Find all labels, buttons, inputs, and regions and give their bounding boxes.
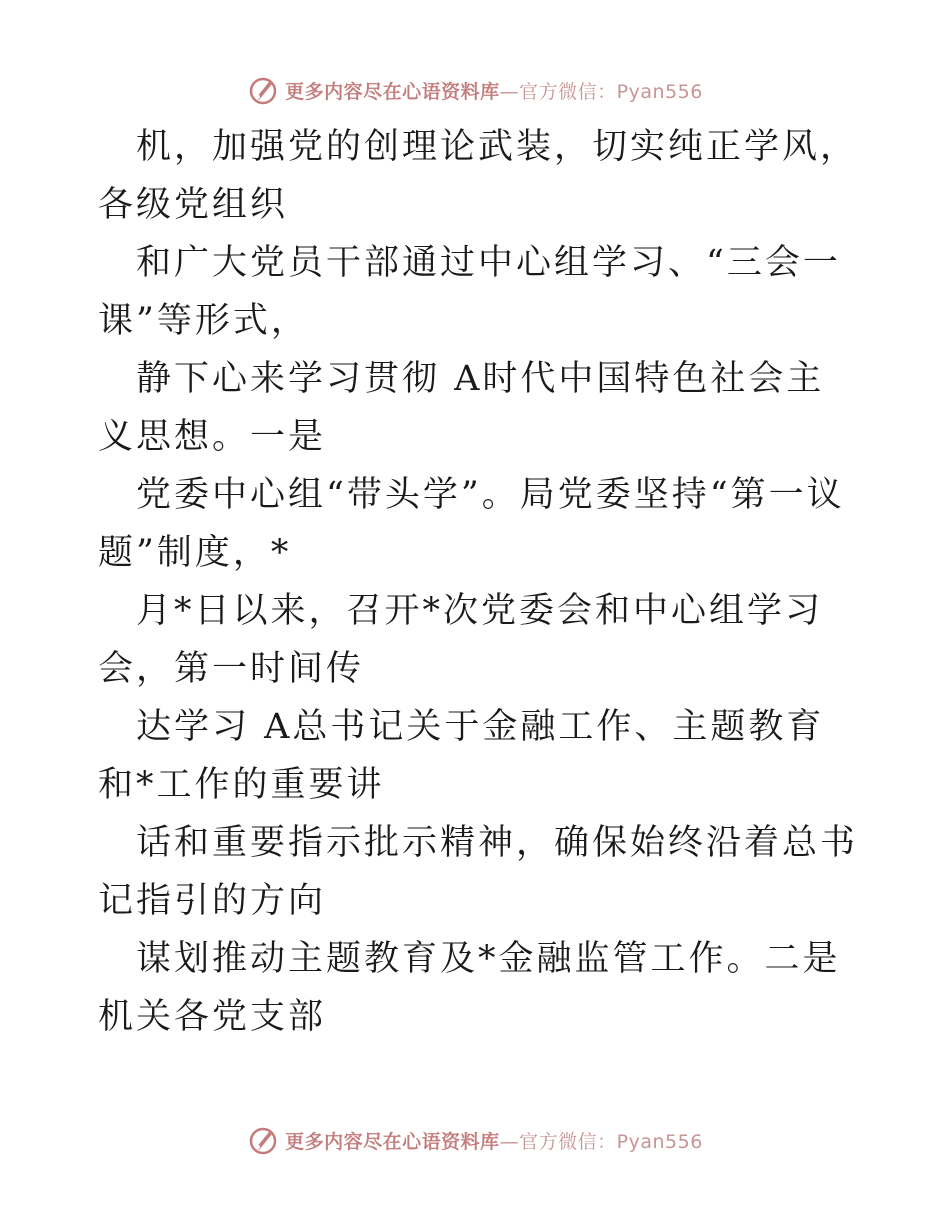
paragraph-6: 达学习 A总书记关于金融工作、主题教育和*工作的重要讲 xyxy=(98,707,825,805)
document-body xyxy=(98,118,858,1046)
paragraph-5: 月*日以来，召开*次党委会和中心组学习会，第一时间传 xyxy=(98,591,824,689)
paragraph-7: 话和重要指示批示精神，确保始终沿着总书记指引的方向 xyxy=(98,823,859,921)
watermark-text xyxy=(285,1127,703,1154)
watermark-sub: —官方微信：Pyan556 xyxy=(499,1130,703,1153)
watermark-main: 更多内容尽在心语资料库 xyxy=(285,1130,500,1153)
footer-watermark xyxy=(0,1120,950,1160)
watermark-main: 更多内容尽在心语资料库 xyxy=(285,80,500,103)
paragraph-2: 和广大党员干部通过中心组学习、“三会一课”等形式， xyxy=(98,243,841,341)
watermark-sub: —官方微信：Pyan556 xyxy=(499,80,703,103)
paragraph-1: 机，加强党的创理论武装，切实纯正学风，各级党组织 xyxy=(98,127,859,225)
header-watermark xyxy=(0,70,950,110)
watermark-text xyxy=(285,77,703,104)
quill-logo-icon xyxy=(247,1124,279,1156)
quill-logo-icon xyxy=(247,74,279,106)
paragraph-4: 党委中心组“带头学”。局党委坚持“第一议题”制度，* xyxy=(98,475,845,573)
paragraph-8: 谋划推动主题教育及*金融监管工作。二是机关各党支部 xyxy=(98,939,841,1037)
paragraph-3: 静下心来学习贯彻 A时代中国特色社会主义思想。一是 xyxy=(98,359,825,457)
